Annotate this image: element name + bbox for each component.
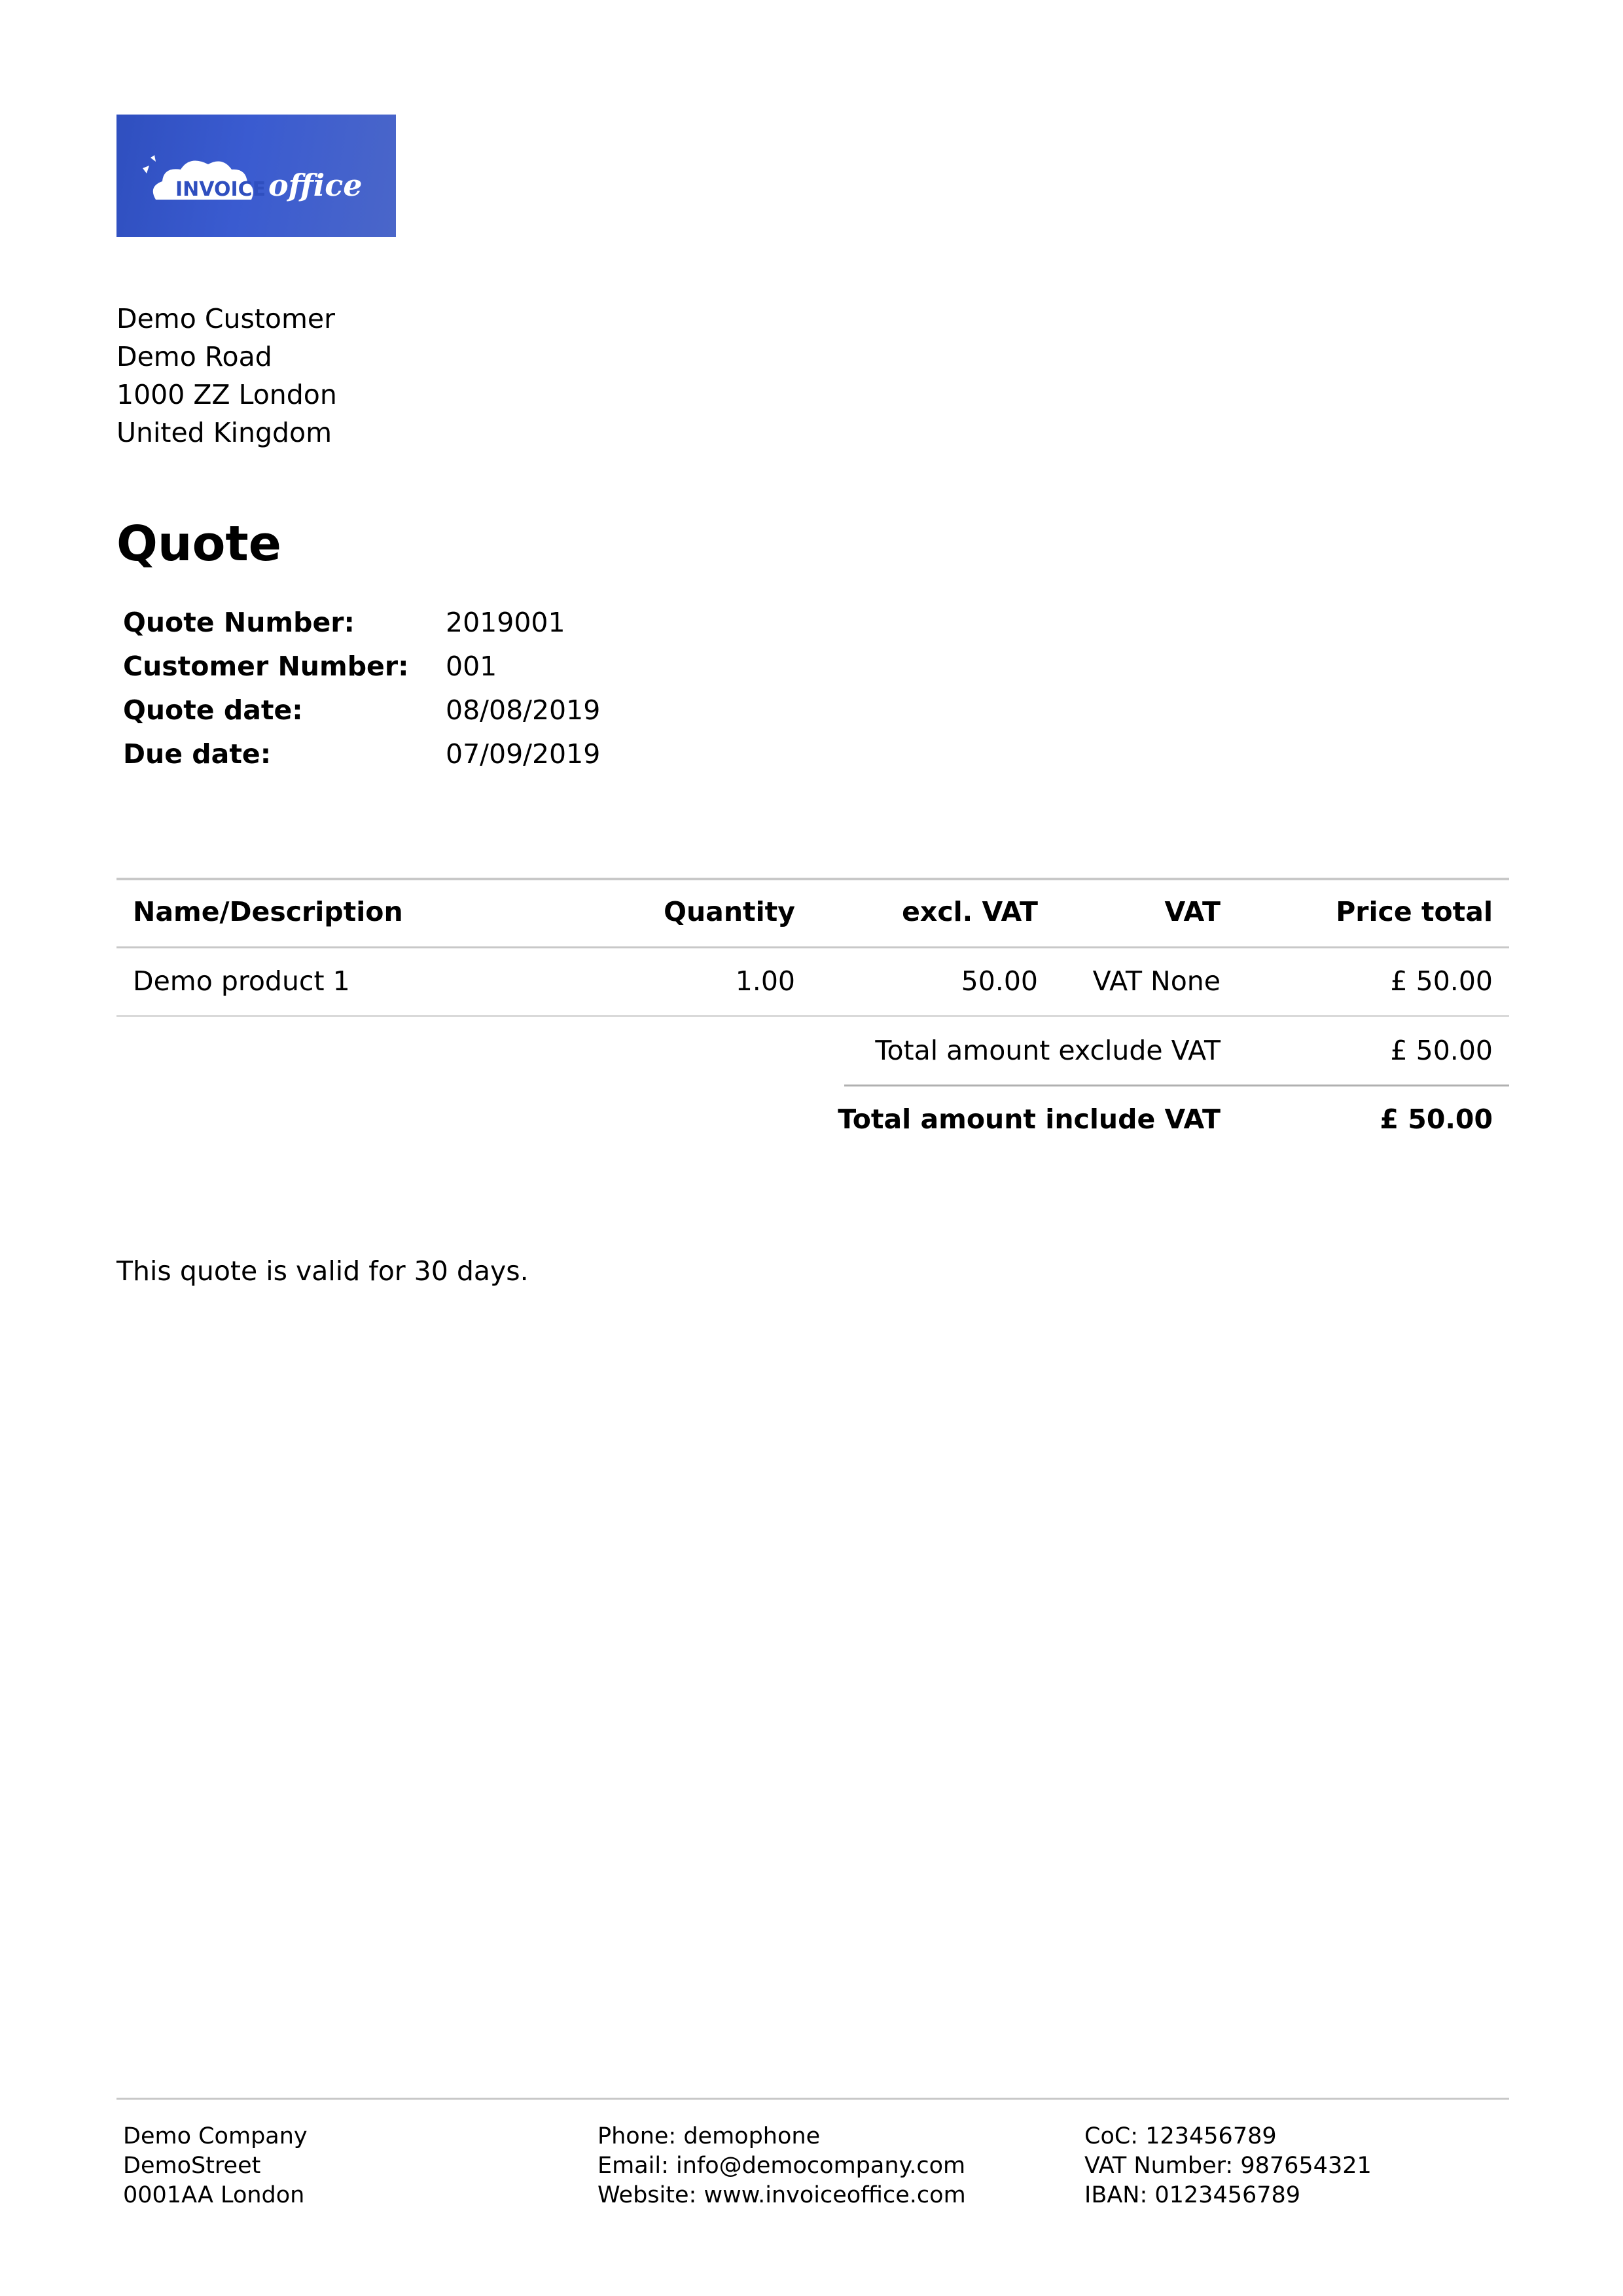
logo-brand-right: office (268, 168, 363, 203)
document-title: Quote (116, 516, 281, 572)
meta-label: Due date: (123, 738, 272, 770)
header-price-total: Price total (1336, 896, 1493, 927)
recipient-address (116, 300, 337, 452)
header-vat: VAT (1164, 896, 1221, 927)
recipient-name: Demo Customer (116, 303, 336, 334)
footer-registration (1084, 2122, 1372, 2210)
footer-phone: Phone: demophone (597, 2123, 821, 2149)
row-name: Demo product 1 (133, 965, 350, 997)
company-logo (116, 115, 396, 237)
meta-value: 07/09/2019 (446, 738, 601, 770)
footer-contact (597, 2122, 966, 2210)
meta-row-customer-number (123, 645, 600, 689)
total-include-label: Total amount include VAT (838, 1103, 1221, 1135)
meta-label: Customer Number: (123, 651, 409, 682)
footer-company-city: 0001AA London (123, 2182, 305, 2208)
total-exclude-label: Total amount exclude VAT (875, 1035, 1221, 1066)
totals-divider (844, 1085, 1509, 1086)
logo-brand-left: INVOICE (175, 178, 266, 201)
meta-value: 001 (446, 651, 497, 682)
meta-value: 2019001 (446, 607, 565, 638)
row-excl-vat: 50.00 (961, 965, 1038, 997)
quote-meta (123, 601, 600, 776)
recipient-street: Demo Road (116, 341, 272, 372)
header-divider (116, 946, 1509, 948)
row-vat: VAT None (1092, 965, 1221, 997)
recipient-city: 1000 ZZ London (116, 379, 337, 410)
footer-vat-number: VAT Number: 987654321 (1084, 2153, 1372, 2179)
footer-company-name: Demo Company (123, 2123, 308, 2149)
footer-company-street: DemoStreet (123, 2153, 261, 2179)
row-divider (116, 1015, 1509, 1017)
table-top-divider (116, 878, 1509, 880)
meta-row-quote-date (123, 689, 600, 732)
row-price-total: £ 50.00 (1390, 965, 1493, 997)
cloud-logo-icon (116, 115, 396, 237)
footer-coc: CoC: 123456789 (1084, 2123, 1277, 2149)
footer-iban: IBAN: 0123456789 (1084, 2182, 1301, 2208)
meta-row-due-date (123, 732, 600, 776)
meta-row-quote-number (123, 601, 600, 645)
meta-label: Quote Number: (123, 607, 355, 638)
footer-company (123, 2122, 308, 2210)
header-excl-vat: excl. VAT (902, 896, 1038, 927)
footer-website: Website: www.invoiceoffice.com (597, 2182, 966, 2208)
meta-value: 08/08/2019 (446, 694, 601, 726)
validity-note: This quote is valid for 30 days. (116, 1255, 529, 1287)
total-include-value: £ 50.00 (1380, 1103, 1493, 1135)
header-quantity: Quantity (664, 896, 795, 927)
recipient-country: United Kingdom (116, 417, 332, 448)
footer-email: Email: info@democompany.com (597, 2153, 966, 2179)
meta-label: Quote date: (123, 694, 303, 726)
header-name: Name/Description (133, 896, 403, 927)
total-exclude-value: £ 50.00 (1390, 1035, 1493, 1066)
row-quantity: 1.00 (735, 965, 795, 997)
footer-divider (116, 2098, 1509, 2100)
